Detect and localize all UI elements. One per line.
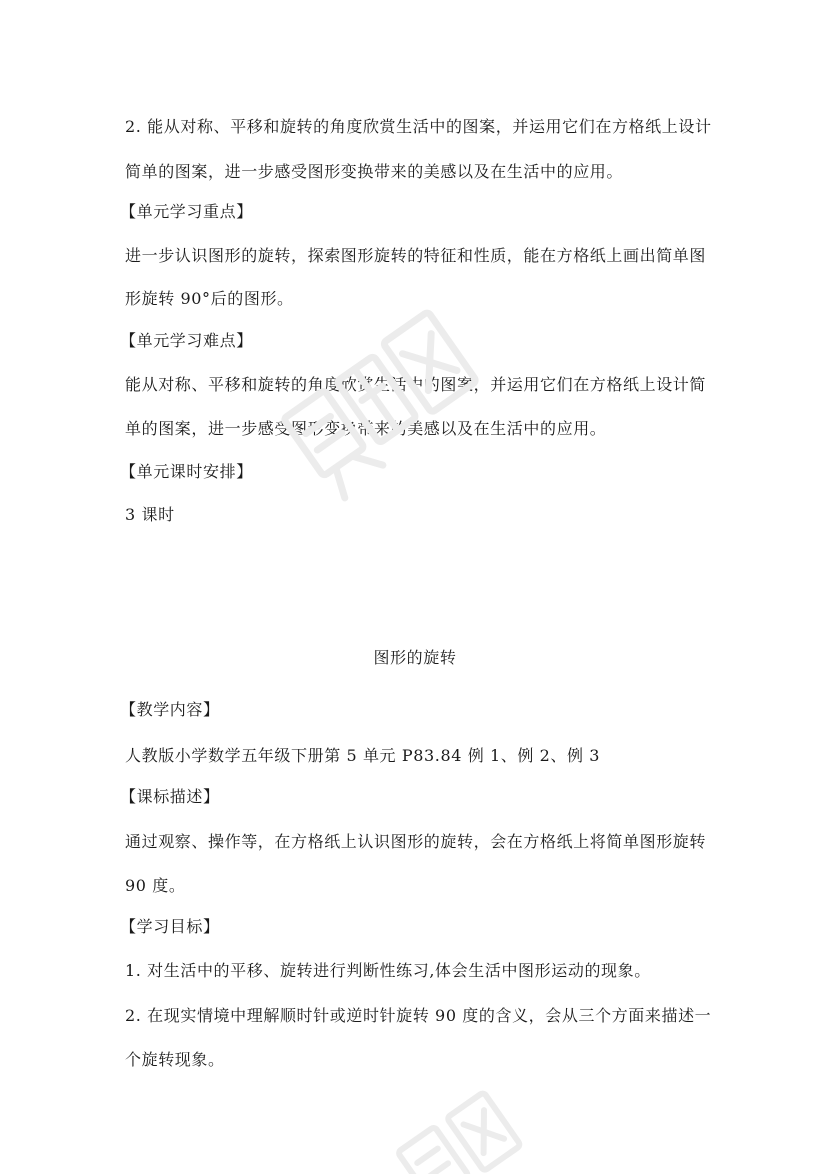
section-heading-focus: 【单元学习重点】	[120, 202, 253, 221]
section-heading-standard: 【课标描述】	[120, 787, 220, 806]
section-heading-schedule: 【单元课时安排】	[120, 462, 253, 481]
paragraph-line: 通过观察、操作等，在方格纸上认识图形的旋转，会在方格纸上将简单图形旋转	[125, 832, 707, 851]
paragraph-line: 形旋转 90°后的图形。	[125, 289, 294, 308]
paragraph-line: 进一步认识图形的旋转，探索图形旋转的特征和性质，能在方格纸上画出简单图	[125, 246, 707, 265]
paragraph-line: 3 课时	[125, 505, 175, 524]
paragraph-line: 2. 在现实情境中理解顺时针或逆时针旋转 90 度的含义，会从三个方面来描述一	[125, 1006, 712, 1025]
paragraph-line: 能从对称、平移和旋转的角度欣赏生活中的图案，并运用它们在方格纸上设计简	[125, 375, 707, 394]
paragraph-line: 单的图案，进一步感受图形变换带来的美感以及在生活中的应用。	[125, 419, 607, 438]
paragraph-line: 2. 能从对称、平移和旋转的角度欣赏生活中的图案，并运用它们在方格纸上设计	[125, 117, 712, 136]
paragraph-line: 人教版小学数学五年级下册第 5 单元 P83.84 例 1、例 2、例 3	[125, 746, 601, 765]
section-heading-content: 【教学内容】	[120, 700, 220, 719]
lesson-title: 图形的旋转	[373, 648, 457, 667]
paragraph-line: 1. 对生活中的平移、旋转进行判断性练习,体会生活中图形运动的现象。	[125, 961, 651, 980]
watermark-logo-bottom	[360, 1080, 540, 1174]
section-heading-difficulty: 【单元学习难点】	[120, 331, 253, 350]
paragraph-line: 简单的图案，进一步感受图形变换带来的美感以及在生活中的应用。	[125, 162, 624, 181]
paragraph-line: 90 度。	[125, 876, 186, 895]
paragraph-line: 个旋转现象。	[125, 1050, 225, 1069]
section-heading-goals: 【学习目标】	[120, 917, 220, 936]
